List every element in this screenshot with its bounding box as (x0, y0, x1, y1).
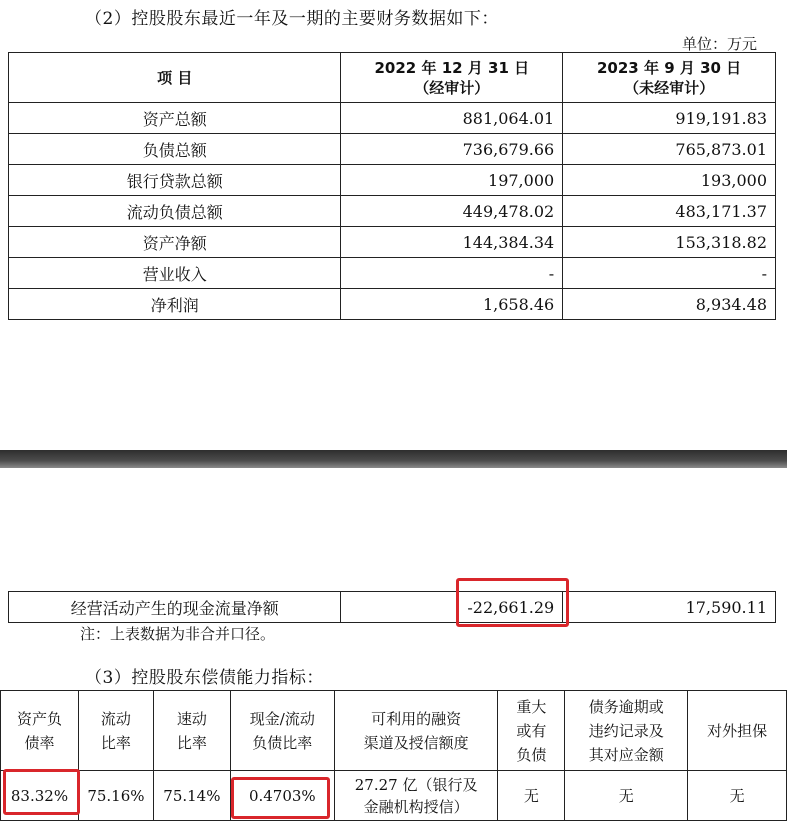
row-label: 营业收入 (9, 258, 341, 289)
row-value: - (341, 258, 563, 289)
cash-flow-2022: -22,661.29 (341, 592, 563, 623)
cash-flow-label: 经营活动产生的现金流量净额 (9, 592, 341, 623)
table-header-row (1, 691, 787, 771)
table-row (1, 771, 787, 821)
table-header-row (9, 53, 776, 103)
indicator-value: 无 (565, 771, 688, 821)
row-value: 765,873.01 (563, 134, 776, 165)
row-label: 流动负债总额 (9, 196, 341, 227)
financial-data-table (8, 52, 776, 320)
indicator-header: 债务逾期或 违约记录及 其对应金额 (565, 691, 688, 771)
header-2023: 2023 年 9 月 30 日 （未经审计） (563, 53, 776, 103)
indicator-header: 资产负 债率 (1, 691, 79, 771)
cash-flow-table (8, 591, 776, 623)
row-value: - (563, 258, 776, 289)
table-row (9, 258, 776, 289)
header-2022: 2022 年 12 月 31 日 （经审计） (341, 53, 563, 103)
indicator-header: 现金/流动 负债比率 (230, 691, 334, 771)
table-row (9, 289, 776, 320)
table-row (9, 165, 776, 196)
indicator-header: 对外担保 (688, 691, 787, 771)
page-divider (0, 450, 787, 468)
table-note: 注：上表数据为非合并口径。 (80, 625, 276, 643)
row-value: 8,934.48 (563, 289, 776, 320)
table-row (9, 134, 776, 165)
highlight-box-cash-ratio (231, 777, 330, 819)
section-heading-2: （2）控股股东最近一年及一期的主要财务数据如下： (85, 9, 499, 29)
row-value: 197,000 (341, 165, 563, 196)
indicator-value: 75.16% (78, 771, 153, 821)
indicator-value: 0.4703% (230, 771, 334, 821)
indicator-header: 流动 比率 (78, 691, 153, 771)
row-value: 449,478.02 (341, 196, 563, 227)
indicator-header: 速动 比率 (153, 691, 230, 771)
indicator-value: 27.27 亿（银行及 金融机构授信） (334, 771, 498, 821)
indicator-value: 83.32% (1, 771, 79, 821)
table-row (9, 227, 776, 258)
indicator-value: 75.14% (153, 771, 230, 821)
row-value: 144,384.34 (341, 227, 563, 258)
solvency-indicators-table (0, 690, 787, 821)
row-value: 153,318.82 (563, 227, 776, 258)
indicator-value: 无 (688, 771, 787, 821)
header-item: 项 目 (9, 53, 341, 103)
row-label: 银行贷款总额 (9, 165, 341, 196)
row-label: 资产净额 (9, 227, 341, 258)
cash-flow-2023: 17,590.11 (563, 592, 776, 623)
row-value: 881,064.01 (341, 103, 563, 134)
table-row (9, 103, 776, 134)
indicator-value: 无 (498, 771, 565, 821)
table-row (9, 196, 776, 227)
row-value: 483,171.37 (563, 196, 776, 227)
row-label: 净利润 (9, 289, 341, 320)
highlight-box-cash-flow (456, 578, 569, 627)
row-label: 资产总额 (9, 103, 341, 134)
section-heading-3: （3）控股股东偿债能力指标： (85, 668, 324, 688)
highlight-box-debt-ratio (3, 769, 80, 815)
row-value: 736,679.66 (341, 134, 563, 165)
table-row (9, 592, 776, 623)
indicator-header: 可利用的融资 渠道及授信额度 (334, 691, 498, 771)
row-value: 1,658.46 (341, 289, 563, 320)
unit-label: 单位：万元 (681, 35, 757, 53)
row-value: 919,191.83 (563, 103, 776, 134)
row-value: 193,000 (563, 165, 776, 196)
indicator-header: 重大 或有 负债 (498, 691, 565, 771)
row-label: 负债总额 (9, 134, 341, 165)
